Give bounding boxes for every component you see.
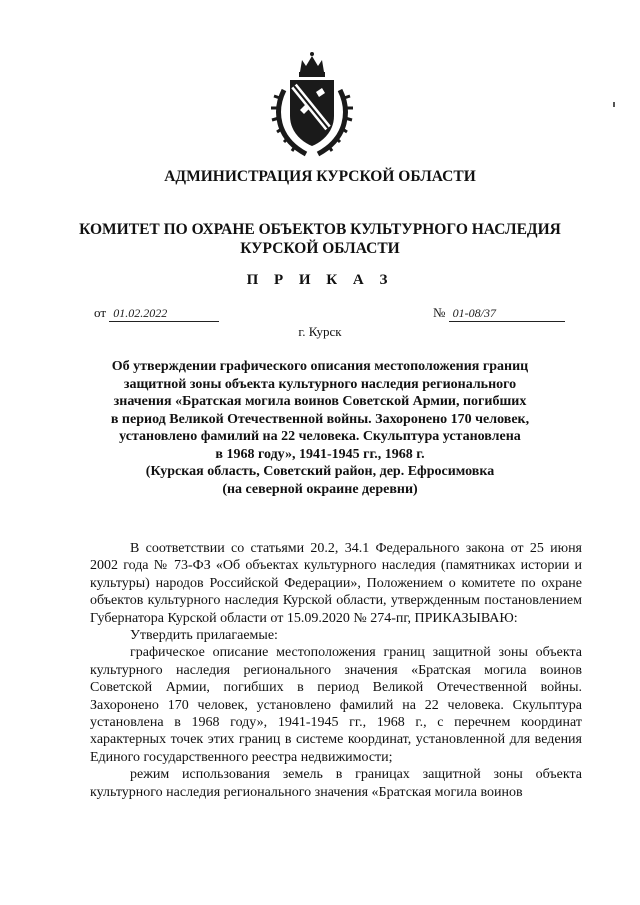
order-body — [90, 540, 582, 801]
committee-title — [60, 220, 580, 258]
page-edge-mark — [613, 102, 615, 107]
kursk-coat-of-arms-emblem — [270, 50, 354, 160]
body-paragraph-graphic-description: графическое описание местоположения границ защитной зоны объекта культурного наследия регионального значения «Братская могила воинов Советской Армии, погибших в период Великой Отечественной войны. Захоронено 170 человек, установлено фамилий на 22 человека. Скульптура установлена в 1968 году», 1941-1945 гг., 1968 г., с перечнем координат характерных точек этих границ в системе координат, установленной для ведения Единого государственного реестра недвижимости; — [90, 645, 582, 765]
subject-line: установлено фамилий на 22 человека. Скульптура установлена — [119, 429, 521, 444]
subject-line: в 1968 году», 1941-1945 гг., 1968 г. — [215, 446, 425, 462]
body-paragraph-approve: Утвердить прилагаемые: — [130, 628, 278, 644]
number-prefix: № — [433, 305, 446, 320]
handwritten-number: 01-08/37 — [449, 306, 565, 322]
committee-title-line2: КУРСКОЙ ОБЛАСТИ — [240, 240, 400, 257]
body-paragraph-preamble: В соответствии со статьями 20.2, 34.1 Федерального закона от 25 июня 2002 года № 73-ФЗ «Об объектах культурного наследия (памятниках истории и культуры) народов Российской Федерации», Положением о комитете по охране объектов культурного наследия Курской области, утвержденным постановлением Губернатора Курской области от 15.09.2020 № 274-пг, ПРИКАЗЫВАЮ: — [90, 541, 582, 626]
committee-title-line1: КОМИТЕТ ПО ОХРАНЕ ОБЪЕКТОВ КУЛЬТУРНОГО НАСЛЕДИЯ — [79, 221, 561, 238]
handwritten-date: 01.02.2022 — [109, 306, 219, 322]
subject-line: значения «Братская могила воинов Советской Армии, погибших — [113, 394, 527, 409]
administration-title: АДМИНИСТРАЦИЯ КУРСКОЙ ОБЛАСТИ — [164, 168, 476, 185]
city-label: г. Курск — [298, 324, 342, 339]
subject-line: (Курская область, Советский район, дер. Ефросимовка — [145, 464, 495, 479]
body-paragraph-land-use-regime: режим использования земель в границах защитной зоны объекта культурного наследия регионального значения «Братская могила воинов — [90, 767, 582, 800]
order-subject — [100, 358, 540, 498]
subject-line: (на северной окраине деревни) — [222, 481, 418, 497]
order-heading: П Р И К А З — [246, 272, 394, 288]
subject-line: защитной зоны объекта культурного наследия регионального — [123, 376, 517, 392]
subject-line: в период Великой Отечественной войны. Захоронено 170 человек, — [110, 411, 530, 427]
date-prefix: от — [94, 305, 107, 320]
order-date-field — [94, 305, 219, 322]
subject-line: Об утверждении графического описания местоположения границ — [111, 359, 529, 374]
order-number-field — [433, 305, 565, 322]
